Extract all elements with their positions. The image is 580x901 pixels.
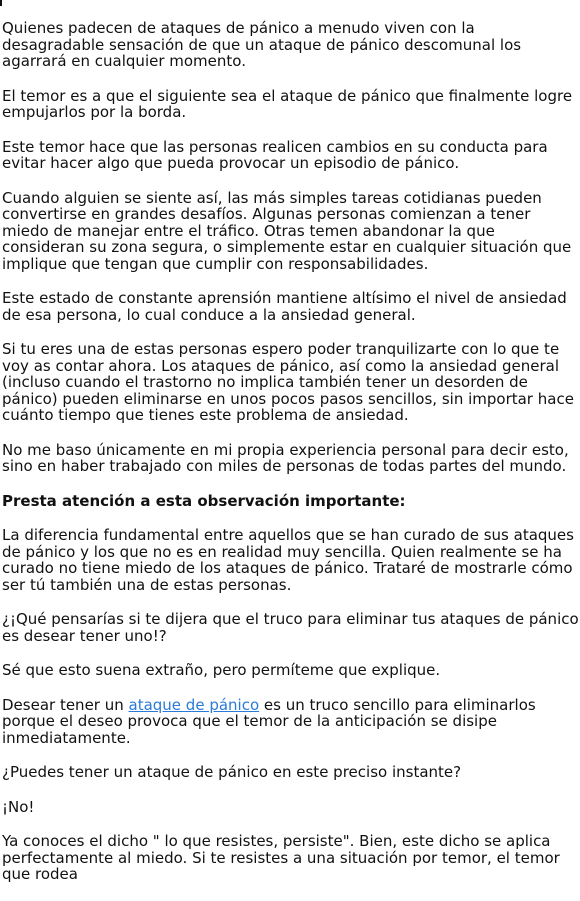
link-paragraph-before: Desear tener un [2,695,129,714]
paragraph-14: Ya conoces el dicho " lo que resistes, persiste". Bien, este dicho se aplica perfectamente al miedo. Si te resistes a una situación por temor, el temor que rodea [2,832,560,883]
link-paragraph-after: es un truco sencillo para eliminarlos porque el deseo provoca que el temor de la anticipación se disipe inmediatamente. [2,695,536,747]
paragraph-7: No me baso únicamente en mi propia experiencia personal para decir esto, sino en haber trabajado con miles de personas de todas partes del mundo. [2,440,569,475]
paragraph-9: ¿¡Qué pensarías si te dijera que el truco para eliminar tus ataques de pánico es desear tener uno!? [2,610,579,645]
paragraph-10: Sé que esto suena extraño, pero permíteme que explique. [2,661,441,679]
paragraph-12: ¿Puedes tener un ataque de pánico en este preciso instante? [2,763,462,781]
paragraph-3: Este temor hace que las personas realicen cambios en su conducta para evitar hacer algo que pueda provocar un episodio de pánico. [2,137,548,172]
paragraph-8: La diferencia fundamental entre aquellos que se han curado de sus ataques de pánico y los que no es en realidad muy sencilla. Quien realmente se ha curado no tiene miedo de los ataques de pánico. Trataré de mostrarle cómo ser tú también una de estas personas. [2,526,574,594]
paragraph-6: Si tu eres una de estas personas espero poder tranquilizarte con lo que te voy as contar ahora. Los ataques de pánico, así como la ansiedad general (incluso cuando el trastorno no implica también tener un desorden de pánico) pueden eliminarse en unos pocos pasos sencillos, sin importar hace cuánto tiempo que tienes este problema de ansiedad. [2,340,574,424]
paragraph-5: Este estado de constante aprensión mantiene altísimo el nivel de ansiedad de esa persona, lo cual conduce a la ansiedad general. [2,289,567,324]
paragraph-2: El temor es a que el siguiente sea el ataque de pánico que finalmente logre empujarlos por la borda. [2,86,573,121]
paragraph-4: Cuando alguien se siente así, las más simples tareas cotidianas pueden convertirse en grandes desafíos. Algunas personas comienzan a tener miedo de manejar entre el tráfico. Otras temen abandonar la que consideran su zona segura, o simplemente estar en cualquier situación que implique que tengan que cumplir con responsabilidades. [2,188,572,273]
panic-attack-link[interactable]: ataque de pánico [128,695,260,714]
top-edge-mark [0,0,2,6]
section-heading: Presta atención a esta observación importante: [2,491,406,510]
article-body [2,20,580,901]
paragraph-13: ¡No! [2,797,35,816]
paragraph-with-link [2,697,580,747]
paragraph-1: Quienes padecen de ataques de pánico a menudo viven con la desagradable sensación de que un ataque de pánico descomunal los agarrará en cualquier momento. [2,19,522,70]
